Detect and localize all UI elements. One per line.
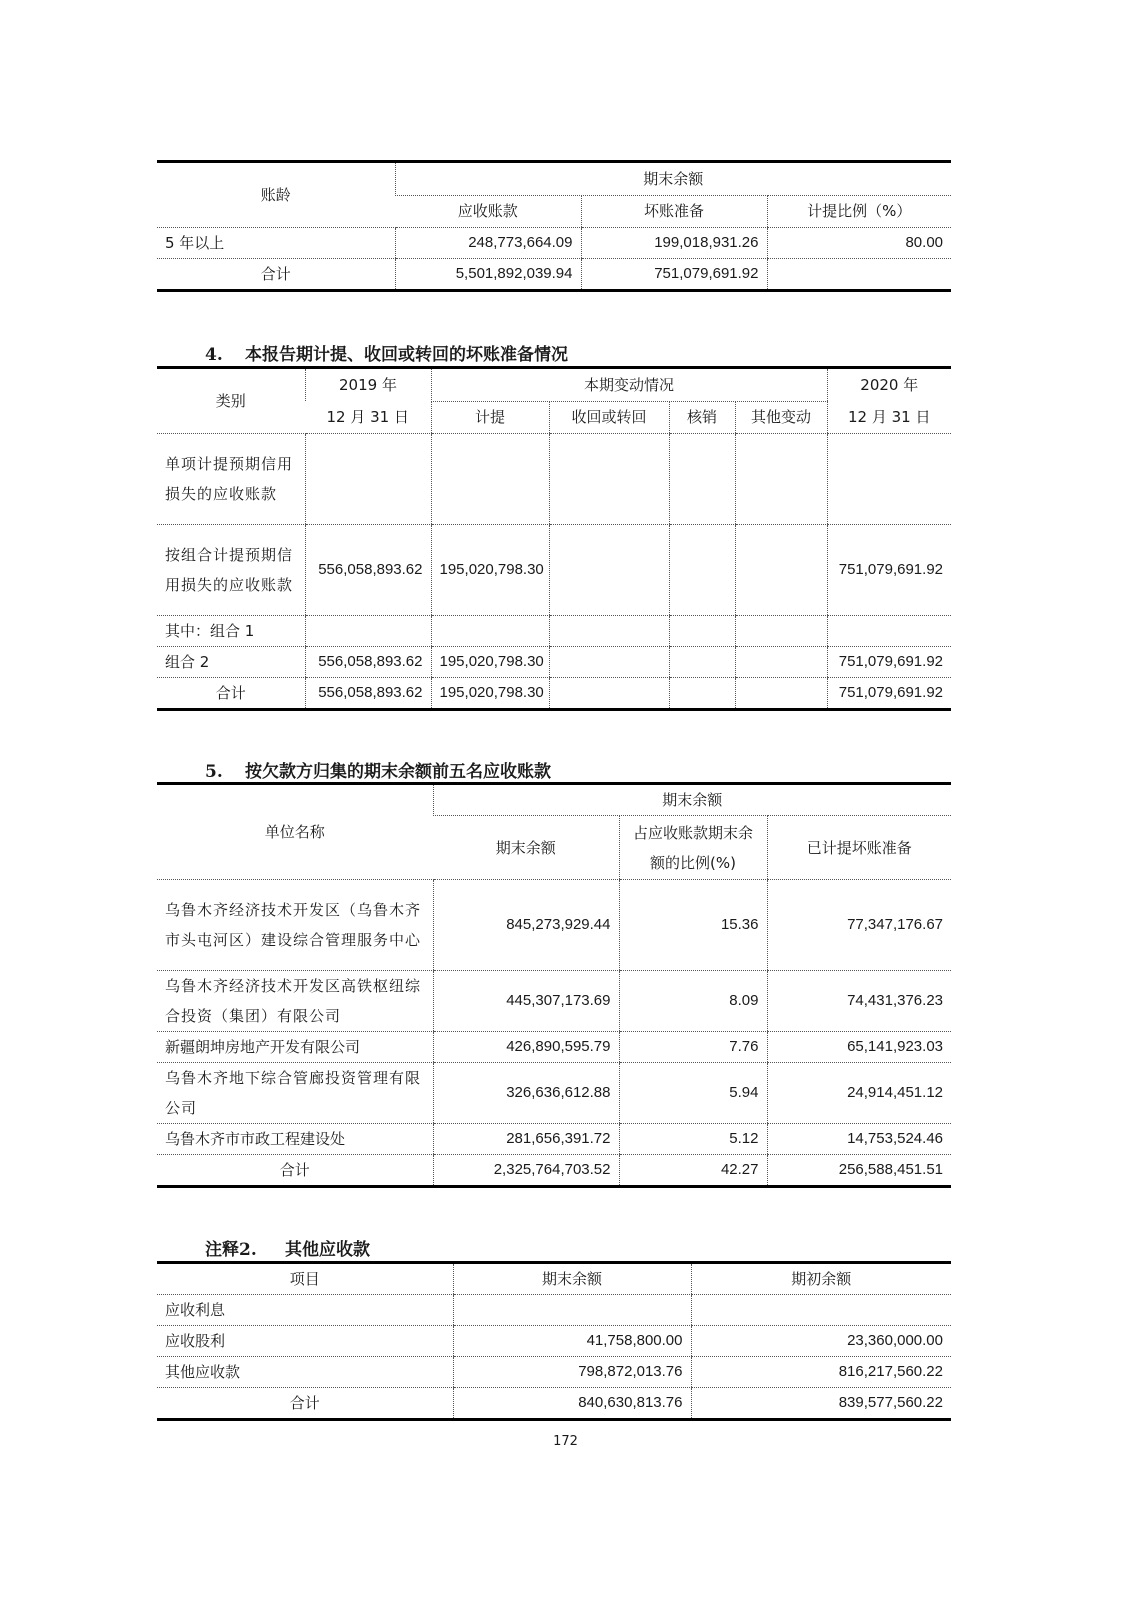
cell-other (735, 678, 827, 710)
cell-end: 41,758,800.00 (453, 1326, 691, 1357)
table-row (157, 1032, 951, 1063)
cell-recovered (549, 678, 669, 710)
cell-ratio: 42.27 (619, 1155, 767, 1187)
note-number: 注释2. (205, 1240, 257, 1260)
table-row-total (157, 1155, 951, 1187)
row-label: 合计 (157, 678, 305, 710)
row-item: 其他应收款 (157, 1357, 453, 1388)
row-label: 按组合计提预期信用损失的应收账款 (157, 525, 305, 616)
cell-other (735, 647, 827, 678)
cell-begin: 839,577,560.22 (691, 1388, 951, 1420)
table-row (157, 434, 951, 525)
cell-provision: 256,588,451.51 (767, 1155, 951, 1187)
row-item: 合计 (157, 1388, 453, 1420)
header-ratio: 计提比例（%） (767, 195, 951, 227)
header-ending-balance-group: 期末余额 (433, 784, 951, 816)
cell-start (305, 616, 431, 647)
header-aging: 账龄 (157, 162, 395, 228)
row-name: 乌鲁木齐市市政工程建设处 (157, 1124, 433, 1155)
cell-ratio: 5.94 (619, 1063, 767, 1124)
row-name: 乌鲁木齐地下综合管廊投资管理有限公司 (157, 1063, 433, 1124)
header-receivable: 应收账款 (395, 195, 581, 227)
cell-ratio: 5.12 (619, 1124, 767, 1155)
cell-provision: 199,018,931.26 (581, 228, 767, 259)
header-ending-balance: 期末余额 (395, 162, 951, 196)
header-change-group: 本期变动情况 (431, 368, 827, 402)
section-5-heading (205, 757, 551, 782)
table-row-total (157, 678, 951, 710)
header-balance: 期末余额 (433, 816, 619, 880)
cell-provision: 74,431,376.23 (767, 971, 951, 1032)
header-ending-balance: 期末余额 (453, 1263, 691, 1295)
cell-balance: 2,325,764,703.52 (433, 1155, 619, 1187)
table-row (157, 228, 951, 259)
other-receivables-table (157, 1261, 951, 1421)
cell-ratio (767, 259, 951, 291)
cell-balance: 845,273,929.44 (433, 880, 619, 971)
bad-debt-provision-table (157, 366, 951, 711)
section-title: 本报告期计提、收回或转回的坏账准备情况 (245, 345, 568, 365)
table-row (157, 647, 951, 678)
header-provision: 已计提坏账准备 (767, 816, 951, 880)
cell-start: 556,058,893.62 (305, 678, 431, 710)
table-row (157, 1124, 951, 1155)
cell-other (735, 616, 827, 647)
table-row (157, 525, 951, 616)
cell-other (735, 525, 827, 616)
cell-start (305, 434, 431, 525)
header-end-year: 2020 年 (827, 368, 951, 402)
cell-begin (691, 1295, 951, 1326)
cell-start: 556,058,893.62 (305, 647, 431, 678)
cell-begin: 816,217,560.22 (691, 1357, 951, 1388)
cell-begin: 23,360,000.00 (691, 1326, 951, 1357)
header-end-date: 12 月 31 日 (827, 401, 951, 433)
cell-written-off (669, 616, 735, 647)
cell-accrued (431, 434, 549, 525)
section-number: 5. (205, 762, 223, 782)
cell-accrued: 195,020,798.30 (431, 525, 549, 616)
note-title: 其他应收款 (285, 1240, 370, 1260)
cell-start: 556,058,893.62 (305, 525, 431, 616)
cell-recovered (549, 616, 669, 647)
cell-recovered (549, 647, 669, 678)
table-row (157, 1326, 951, 1357)
row-name: 乌鲁木齐经济技术开发区高铁枢纽综合投资（集团）有限公司 (157, 971, 433, 1032)
header-recovered: 收回或转回 (549, 401, 669, 433)
row-item: 应收利息 (157, 1295, 453, 1326)
header-item: 项目 (157, 1263, 453, 1295)
cell-end: 751,079,691.92 (827, 678, 951, 710)
cell-accrued (431, 616, 549, 647)
table-row (157, 971, 951, 1032)
cell-other (735, 434, 827, 525)
cell-provision: 14,753,524.46 (767, 1124, 951, 1155)
table-row-total (157, 259, 951, 291)
cell-end (827, 616, 951, 647)
header-ratio: 占应收账款期末余额的比例(%) (619, 816, 767, 880)
row-label: 其中：组合 1 (157, 616, 305, 647)
top-five-debtors-table (157, 782, 951, 1188)
note-2-heading (205, 1235, 370, 1260)
header-other: 其他变动 (735, 401, 827, 433)
cell-provision: 751,079,691.92 (581, 259, 767, 291)
aging-table (157, 160, 951, 292)
section-title: 按欠款方归集的期末余额前五名应收账款 (245, 762, 551, 782)
table-row (157, 1295, 951, 1326)
row-label: 单项计提预期信用损失的应收账款 (157, 434, 305, 525)
cell-balance: 326,636,612.88 (433, 1063, 619, 1124)
row-name: 新疆朗坤房地产开发有限公司 (157, 1032, 433, 1063)
cell-receivable: 5,501,892,039.94 (395, 259, 581, 291)
header-beginning-balance: 期初余额 (691, 1263, 951, 1295)
section-4-heading (205, 340, 568, 365)
header-accrued: 计提 (431, 401, 549, 433)
header-start-date: 12 月 31 日 (305, 401, 431, 433)
cell-end (827, 434, 951, 525)
cell-end: 751,079,691.92 (827, 647, 951, 678)
header-written-off: 核销 (669, 401, 735, 433)
cell-ratio: 8.09 (619, 971, 767, 1032)
cell-ratio: 15.36 (619, 880, 767, 971)
cell-receivable: 248,773,664.09 (395, 228, 581, 259)
cell-written-off (669, 434, 735, 525)
cell-accrued: 195,020,798.30 (431, 678, 549, 710)
row-label: 组合 2 (157, 647, 305, 678)
cell-written-off (669, 678, 735, 710)
cell-recovered (549, 525, 669, 616)
cell-written-off (669, 525, 735, 616)
table-row (157, 616, 951, 647)
row-label: 合计 (157, 259, 395, 291)
cell-balance: 445,307,173.69 (433, 971, 619, 1032)
header-unit-name: 单位名称 (157, 784, 433, 880)
cell-accrued: 195,020,798.30 (431, 647, 549, 678)
row-item: 应收股利 (157, 1326, 453, 1357)
cell-end: 751,079,691.92 (827, 525, 951, 616)
row-name: 合计 (157, 1155, 433, 1187)
table-row (157, 880, 951, 971)
section-number: 4. (205, 345, 223, 365)
row-name: 乌鲁木齐经济技术开发区（乌鲁木齐市头屯河区）建设综合管理服务中心 (157, 880, 433, 971)
cell-balance: 426,890,595.79 (433, 1032, 619, 1063)
header-category: 类别 (157, 368, 305, 434)
table-row-total (157, 1388, 951, 1420)
cell-provision: 77,347,176.67 (767, 880, 951, 971)
cell-end: 840,630,813.76 (453, 1388, 691, 1420)
table-row (157, 1357, 951, 1388)
row-label: 5 年以上 (157, 228, 395, 259)
cell-provision: 65,141,923.03 (767, 1032, 951, 1063)
cell-end (453, 1295, 691, 1326)
cell-balance: 281,656,391.72 (433, 1124, 619, 1155)
cell-written-off (669, 647, 735, 678)
page-number: 172 (553, 1434, 578, 1449)
cell-ratio: 7.76 (619, 1032, 767, 1063)
cell-recovered (549, 434, 669, 525)
cell-provision: 24,914,451.12 (767, 1063, 951, 1124)
cell-ratio: 80.00 (767, 228, 951, 259)
header-provision: 坏账准备 (581, 195, 767, 227)
header-start-year: 2019 年 (305, 368, 431, 402)
table-row (157, 1063, 951, 1124)
cell-end: 798,872,013.76 (453, 1357, 691, 1388)
